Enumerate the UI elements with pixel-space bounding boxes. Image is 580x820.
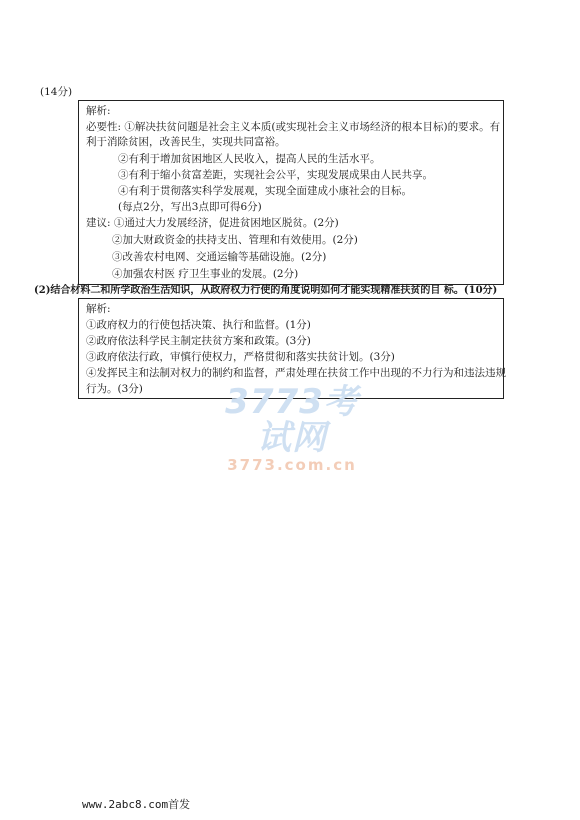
necessity-line-1: 必要性: ①解决扶贫问题是社会主义本质(或实现社会主义市场经济的根本目标)的要求。有 [86,121,501,133]
analysis-label-2: 解析: [86,303,111,315]
necessity-point-2: ②有利于增加贫困地区人民收入，提高人民的生活水平。 [118,153,381,165]
answer-point-4-line-1: ④发挥民主和法制对权力的制约和监督，严肃处理在扶贫工作中出现的不力行为和违法违规 [86,367,506,379]
answer-point-1: ①政府权力的行使包括决策、执行和监督。(1分) [86,319,311,331]
q1-score: (14分) [40,86,73,98]
suggestion-3: ③改善农村电网、交通运输等基础设施。(2分) [112,251,327,263]
necessity-point-4: ④有利于贯彻落实科学发展观，实现全面建成小康社会的目标。 [118,185,412,197]
answer-point-3: ③政府依法行政，审慎行使权力，严格贯彻和落实扶贫计划。(3分) [86,351,395,363]
suggestion-2: ②加大财政资金的扶持支出、管理和有效使用。(2分) [112,234,358,246]
watermark-title: 3773考试网 [225,382,359,458]
necessity-line-2: 利于消除贫困，改善民生，实现共同富裕。 [86,136,286,148]
question-2: (2)结合材料二和所学政治生活知识，从政府权力行使的角度说明如何才能实现精准扶贫的目 标。(10分) [34,285,498,296]
scoring-note: (每点2分，写出3点即可得6分) [118,201,262,213]
suggestion-1: 建议: ①通过大力发展经济，促进贫困地区脱贫。(2分) [86,217,339,229]
analysis-label: 解析: [86,105,111,117]
watermark-url: 3773.com.cn [227,456,357,474]
answer-point-2: ②政府依法科学民主制定扶贫方案和政策。(3分) [86,335,311,347]
suggestion-4: ④加强农村医 疗卫生事业的发展。(2分) [112,268,299,280]
footer-source: www.2abc8.com首发 [82,798,191,811]
necessity-point-3: ③有利于缩小贫富差距，实现社会公平，实现发展成果由人民共享。 [118,169,433,181]
answer-point-4-line-2: 行为。(3分) [86,383,143,395]
